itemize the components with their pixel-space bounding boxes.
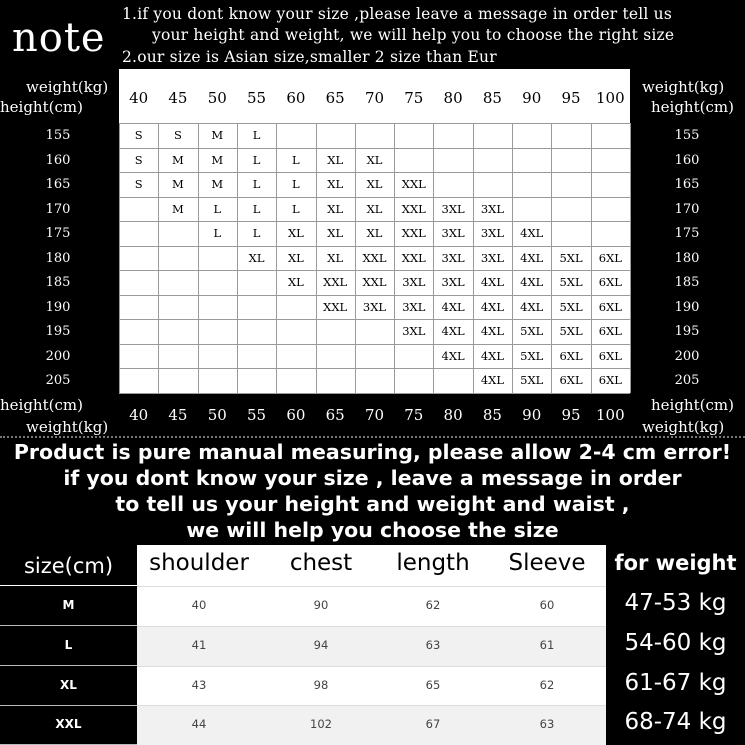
size-cell: 6XL	[598, 275, 622, 290]
height-label-left-170: 170	[45, 201, 71, 217]
size-cell: 4XL	[480, 348, 504, 363]
size-cell: 4XL	[441, 299, 465, 314]
height-label-left-165: 165	[45, 177, 71, 193]
col-header-sleeve: Sleeve	[508, 550, 586, 576]
size-label-xl: XL	[60, 678, 77, 692]
weight-header-75: 75	[404, 89, 424, 107]
size-label-m: M	[62, 598, 75, 612]
height-label-right-185: 185	[674, 275, 700, 291]
size-cell: XXL	[401, 226, 426, 241]
cell-sleeve: 63	[539, 717, 555, 731]
weight-footer-40: 40	[129, 406, 149, 424]
height-label-left-205: 205	[45, 373, 71, 389]
size-cell: XL	[287, 250, 304, 265]
size-cell: L	[252, 152, 261, 167]
note-line-2: your height and weight, we will help you to choose the right size	[152, 26, 675, 44]
size-cell: 3XL	[480, 201, 504, 216]
row-divider	[137, 586, 606, 587]
grid-vline	[630, 123, 631, 393]
cell-sleeve: 61	[539, 638, 555, 652]
size-cell: L	[292, 201, 300, 216]
size-cell: 4XL	[480, 373, 504, 388]
size-cell: 3XL	[441, 201, 465, 216]
size-cell: L	[252, 226, 261, 241]
size-cell: 4XL	[520, 275, 544, 290]
left-divider	[0, 625, 137, 626]
size-cell: M	[172, 201, 184, 216]
height-label-right-175: 175	[674, 226, 700, 242]
size-column-header: size(cm)	[23, 554, 114, 578]
size-cell: M	[172, 152, 184, 167]
weight-header-80: 80	[443, 89, 463, 107]
grid-hline	[119, 246, 630, 247]
size-cell: 6XL	[598, 299, 622, 314]
size-cell: 3XL	[480, 226, 504, 241]
size-cell: 4XL	[480, 275, 504, 290]
height-label-right-top: height(cm)	[651, 98, 734, 116]
weight-header-85: 85	[482, 89, 502, 107]
height-label-left-185: 185	[45, 275, 71, 291]
size-cell: XXL	[323, 299, 348, 314]
size-cell: 3XL	[362, 299, 387, 314]
size-cell: L	[213, 201, 222, 216]
size-cell: XXL	[401, 250, 426, 265]
height-label-right-200: 200	[674, 348, 700, 364]
height-label-left-200: 200	[45, 348, 71, 364]
weight-footer-80: 80	[443, 406, 463, 424]
weight-footer-75: 75	[404, 406, 424, 424]
weight-label-left-top: weight(kg)	[26, 78, 109, 96]
size-cell: 6XL	[598, 250, 622, 265]
weight-header-100: 100	[596, 89, 625, 107]
weight-header-95: 95	[561, 89, 581, 107]
size-cell: 3XL	[441, 226, 465, 241]
size-cell: 5XL	[520, 324, 544, 339]
cell-shoulder: 44	[191, 717, 207, 731]
size-cell: 5XL	[559, 275, 583, 290]
weight-range: 47-53 kg	[624, 590, 727, 616]
height-label-left-160: 160	[45, 152, 71, 168]
row-divider	[137, 705, 606, 706]
weight-footer-100: 100	[596, 406, 625, 424]
weight-footer-95: 95	[561, 406, 581, 424]
height-label-right-195: 195	[674, 324, 700, 340]
size-cell: 4XL	[480, 324, 504, 339]
weight-footer-50: 50	[207, 406, 227, 424]
size-cell: XL	[366, 226, 383, 241]
left-divider	[0, 705, 137, 706]
height-label-right-205: 205	[674, 373, 700, 389]
size-cell: XL	[248, 250, 265, 265]
size-cell: XXL	[362, 250, 387, 265]
grid-hline	[119, 197, 630, 198]
weight-footer-70: 70	[364, 406, 385, 424]
size-label-l: L	[64, 638, 73, 652]
size-cell: XL	[327, 152, 344, 167]
dotted-separator	[0, 436, 745, 438]
size-cell: 4XL	[520, 299, 544, 314]
weight-header-60: 60	[286, 89, 306, 107]
size-cell: XL	[327, 177, 344, 192]
size-cell: XXL	[401, 177, 426, 192]
size-cell: XL	[366, 201, 383, 216]
size-cell: L	[252, 128, 261, 142]
size-cell: M	[211, 128, 224, 142]
size-cell: 5XL	[520, 348, 544, 363]
weight-header-90: 90	[522, 89, 542, 107]
weight-range: 68-74 kg	[624, 709, 727, 735]
grid-hline	[119, 295, 630, 296]
grid-hline	[119, 393, 630, 394]
weight-header-70: 70	[364, 89, 385, 107]
weight-footer-45: 45	[168, 406, 188, 424]
size-cell: 3XL	[441, 275, 465, 290]
grid-hline	[119, 148, 630, 149]
weight-header-40: 40	[129, 89, 149, 107]
size-cell: 6XL	[598, 373, 622, 388]
weight-header-50: 50	[207, 89, 227, 107]
col-header-length: length	[396, 550, 470, 576]
height-label-right-bottom: height(cm)	[651, 396, 734, 414]
height-label-right-165: 165	[674, 177, 700, 193]
size-header-underline	[0, 585, 137, 586]
for-weight-header: for weight	[614, 551, 737, 575]
weight-footer-85: 85	[482, 406, 502, 424]
size-cell: 6XL	[559, 373, 583, 388]
size-cell: 4XL	[520, 250, 544, 265]
weight-footer-55: 55	[247, 406, 267, 424]
size-cell: 5XL	[559, 299, 583, 314]
cell-chest: 98	[313, 678, 329, 692]
size-cell: 3XL	[402, 324, 426, 339]
height-label-left-180: 180	[45, 250, 71, 266]
size-chart-grid	[119, 69, 630, 393]
size-cell: XXL	[323, 275, 348, 290]
height-label-left-155: 155	[45, 128, 71, 143]
height-label-left-195: 195	[45, 324, 71, 340]
weight-label-right-top: weight(kg)	[642, 78, 725, 96]
size-cell: 3XL	[402, 299, 426, 314]
cell-shoulder: 43	[191, 678, 207, 692]
grid-hline	[119, 368, 630, 369]
height-label-right-160: 160	[674, 152, 700, 168]
size-cell: 4XL	[480, 299, 504, 314]
size-cell: 6XL	[559, 348, 583, 363]
height-label-left-top: height(cm)	[0, 98, 83, 116]
weight-header-65: 65	[325, 89, 345, 107]
cell-shoulder: 41	[191, 638, 207, 652]
col-header-chest: chest	[289, 550, 353, 576]
grid-hline	[119, 270, 630, 271]
size-cell: 4XL	[441, 348, 465, 363]
size-cell: M	[211, 177, 224, 192]
height-label-left-bottom: height(cm)	[0, 396, 83, 414]
height-label-right-190: 190	[674, 299, 700, 315]
message-line-4: we will help you choose the size	[186, 518, 559, 542]
size-cell: 5XL	[559, 324, 583, 339]
col-header-shoulder: shoulder	[149, 550, 249, 576]
weight-range: 54-60 kg	[624, 630, 727, 656]
cell-chest: 94	[313, 638, 329, 652]
size-cell: S	[134, 128, 143, 142]
weight-range: 61-67 kg	[624, 670, 727, 696]
size-cell: XL	[327, 226, 344, 241]
message-line-3: to tell us your height and weight and waist ,	[115, 492, 630, 516]
cell-length: 65	[425, 678, 441, 692]
size-cell: M	[211, 152, 224, 167]
cell-length: 62	[425, 598, 441, 612]
size-cell: L	[252, 201, 261, 216]
size-cell: XL	[366, 177, 383, 192]
size-cell: XXL	[362, 275, 387, 290]
cell-length: 67	[425, 717, 441, 731]
grid-hline	[119, 123, 630, 124]
size-cell: 6XL	[598, 348, 622, 363]
weight-footer-60: 60	[286, 406, 306, 424]
weight-label-right-bottom: weight(kg)	[642, 418, 725, 436]
size-cell: XL	[327, 201, 344, 216]
grid-hline	[119, 172, 630, 173]
note-line-1: 1.if you dont know your size ,please leave a message in order tell us	[122, 5, 673, 23]
cell-chest: 102	[310, 717, 332, 731]
size-cell: S	[134, 177, 143, 192]
note-title: note	[12, 15, 106, 61]
size-cell: L	[213, 226, 222, 241]
height-label-right-180: 180	[674, 250, 700, 266]
size-cell: L	[252, 177, 261, 192]
weight-header-55: 55	[247, 89, 267, 107]
weight-header-45: 45	[168, 89, 188, 107]
size-cell: 3XL	[402, 275, 426, 290]
size-cell: 3XL	[480, 250, 504, 265]
height-label-right-170: 170	[674, 201, 700, 217]
cell-sleeve: 62	[539, 678, 555, 692]
note-line-3: 2.our size is Asian size,smaller 2 size than Eur	[122, 48, 497, 66]
height-label-left-175: 175	[45, 226, 71, 242]
size-cell: XL	[287, 226, 304, 241]
size-cell: M	[172, 177, 184, 192]
size-cell: S	[174, 128, 182, 142]
cell-sleeve: 60	[539, 598, 555, 612]
grid-hline	[119, 319, 630, 320]
height-label-right-155: 155	[674, 128, 700, 143]
row-divider	[137, 626, 606, 627]
size-cell: 4XL	[520, 226, 544, 241]
cell-chest: 90	[313, 598, 329, 612]
size-cell: L	[292, 152, 300, 167]
weight-label-left-bottom: weight(kg)	[26, 418, 109, 436]
grid-hline	[119, 344, 630, 345]
row-divider	[137, 666, 606, 667]
size-cell: 6XL	[598, 324, 622, 339]
size-cell: S	[134, 152, 143, 167]
size-cell: 4XL	[441, 324, 465, 339]
cell-shoulder: 40	[191, 598, 207, 612]
left-divider	[0, 665, 137, 666]
size-cell: 5XL	[520, 373, 544, 388]
weight-footer-90: 90	[522, 406, 542, 424]
size-cell: XL	[366, 152, 383, 167]
size-cell: L	[292, 177, 300, 192]
cell-length: 63	[425, 638, 441, 652]
size-cell: XL	[327, 250, 344, 265]
size-cell: 5XL	[559, 250, 583, 265]
size-cell: XL	[287, 275, 304, 290]
height-label-left-190: 190	[45, 299, 71, 315]
size-label-xxl: XXL	[55, 717, 82, 731]
size-cell: XXL	[401, 201, 426, 216]
size-cell: 3XL	[441, 250, 465, 265]
grid-hline	[119, 221, 630, 222]
weight-footer-65: 65	[325, 406, 345, 424]
message-line-1: Product is pure manual measuring, please allow 2-4 cm error!	[13, 440, 732, 464]
message-line-2: if you dont know your size , leave a message in order	[63, 466, 682, 490]
